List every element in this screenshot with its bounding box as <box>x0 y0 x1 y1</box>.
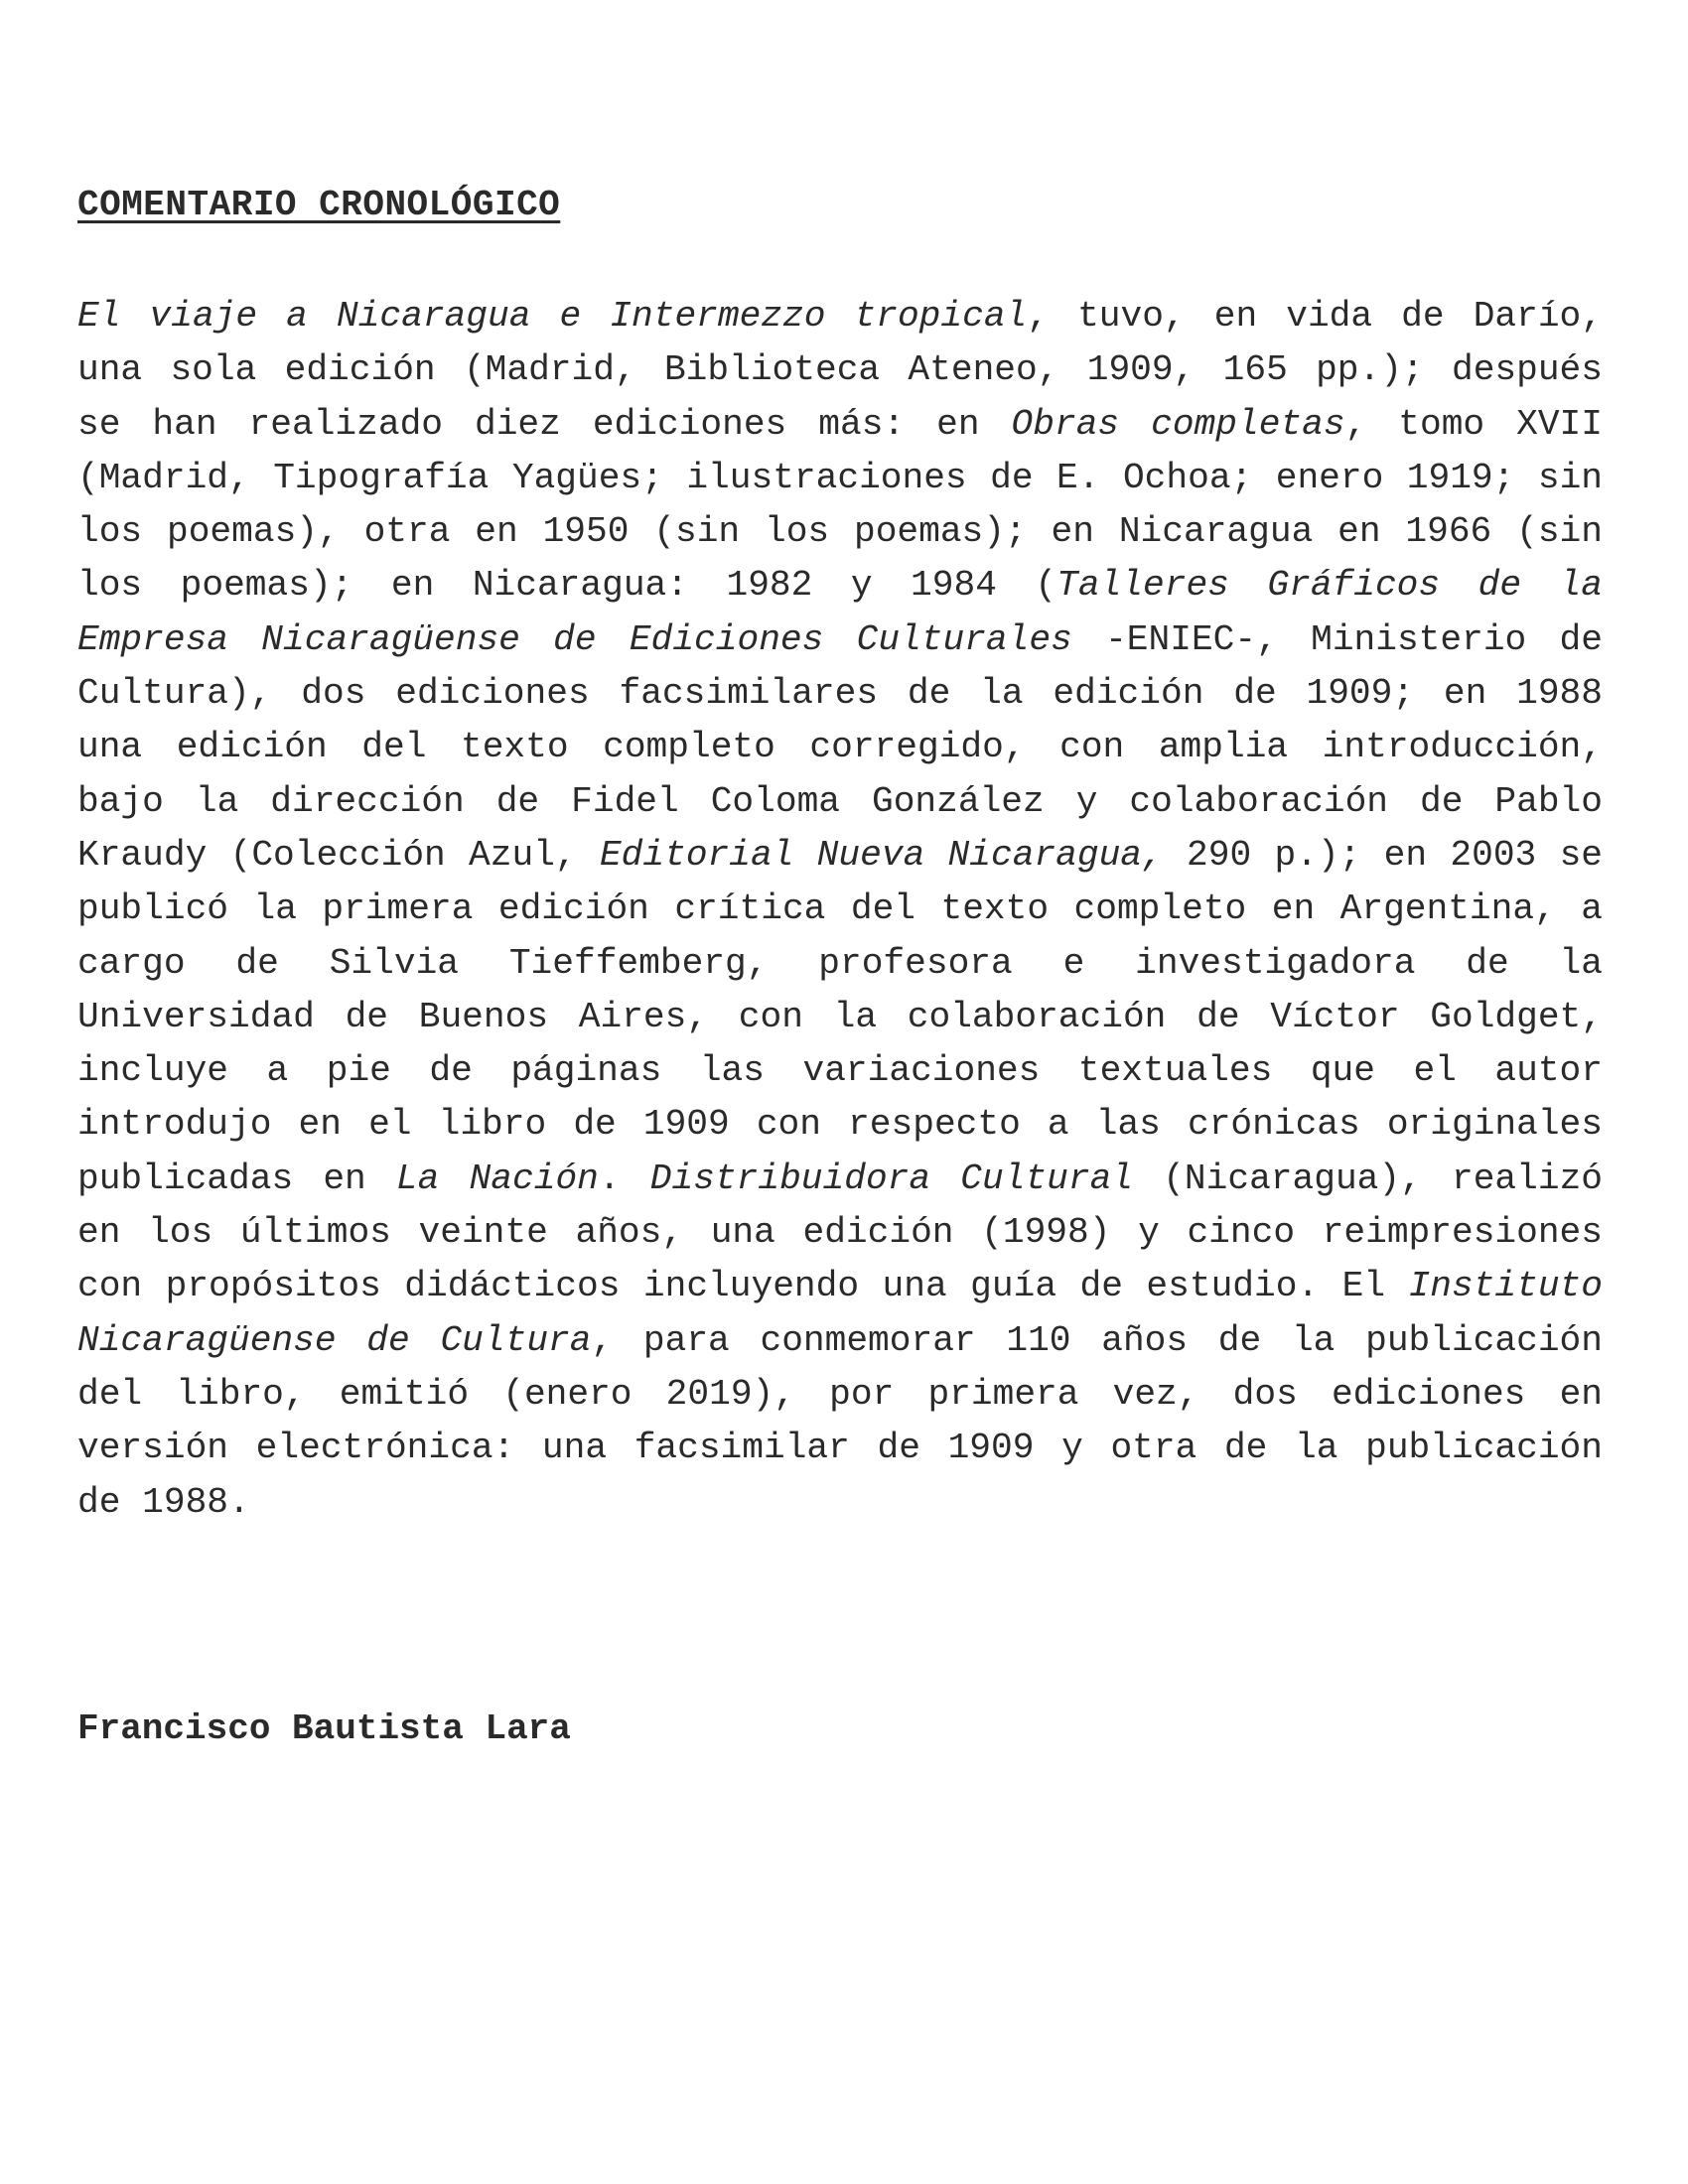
italic-title-run: Instituto Nicaragüense de Cultura <box>77 1266 1603 1361</box>
text-run: , tomo XVII (Madrid, Tipografía Yagües; ilustraciones de E. Ochoa; enero 1919; sin los poemas), otra en 1950 (sin los poemas); en Nicaragua en 1966 (sin los poemas); en Nicaragua: 1982 y 1984 ( <box>77 403 1603 607</box>
italic-title-run: Editorial Nueva Nicaragua, <box>599 834 1164 876</box>
text-run: . <box>598 1158 650 1199</box>
text-run: , para conmemorar 110 años de la publicación del libro, emitió (enero 2019), por primera vez, dos ediciones en versión electrónica: una facsimilar de 1909 y otra de la publicación de 1988. <box>77 1319 1603 1523</box>
italic-title-run: Talleres Gráficos de la Empresa Nicaragüense de Ediciones Culturales <box>77 565 1603 660</box>
text-run: (Nicaragua), realizó en los últimos veinte años, una edición (1998) y cinco reimpresiones con propósitos didácticos incluyendo una guía de estudio. El <box>77 1158 1604 1307</box>
text-run: 290 p.); en 2003 se publicó la primera edición crítica del texto completo en Argentina, a cargo de Silvia Tieffemberg, profesora e investigadora de la Universidad de Buenos Aires, con la colaboración de Víctor Goldget, incluye a pie de páginas las variaciones textuales que el autor introdujo en el libro de 1909 con respecto a las crónicas originales publicadas en <box>77 834 1604 1199</box>
text-run: -ENIEC-, Ministerio de Cultura), dos ediciones facsimilares de la edición de 1909; en 1988 una edición del texto completo corregido, con amplia introducción, bajo la dirección de Fidel Coloma González y colaboración de Pablo Kraudy (Colección Azul, <box>77 618 1603 876</box>
italic-title-run: La Nación <box>395 1158 599 1199</box>
body-paragraph <box>77 290 1603 1530</box>
italic-title-run: Distribuidora Cultural <box>649 1158 1134 1199</box>
italic-title-run: Obras completas <box>1011 403 1345 445</box>
text-run: , tuvo, en vida de Darío, una sola edición (Madrid, Biblioteca Ateneo, 1909, 165 pp.); después se han realizado diez ediciones más: en <box>77 296 1603 445</box>
italic-title-run: El viaje a Nicaragua e Intermezzo tropical <box>77 296 1028 337</box>
section-heading: COMENTARIO CRONOLÓGICO <box>77 185 561 225</box>
author-signature: Francisco Bautista Lara <box>77 1708 571 1749</box>
